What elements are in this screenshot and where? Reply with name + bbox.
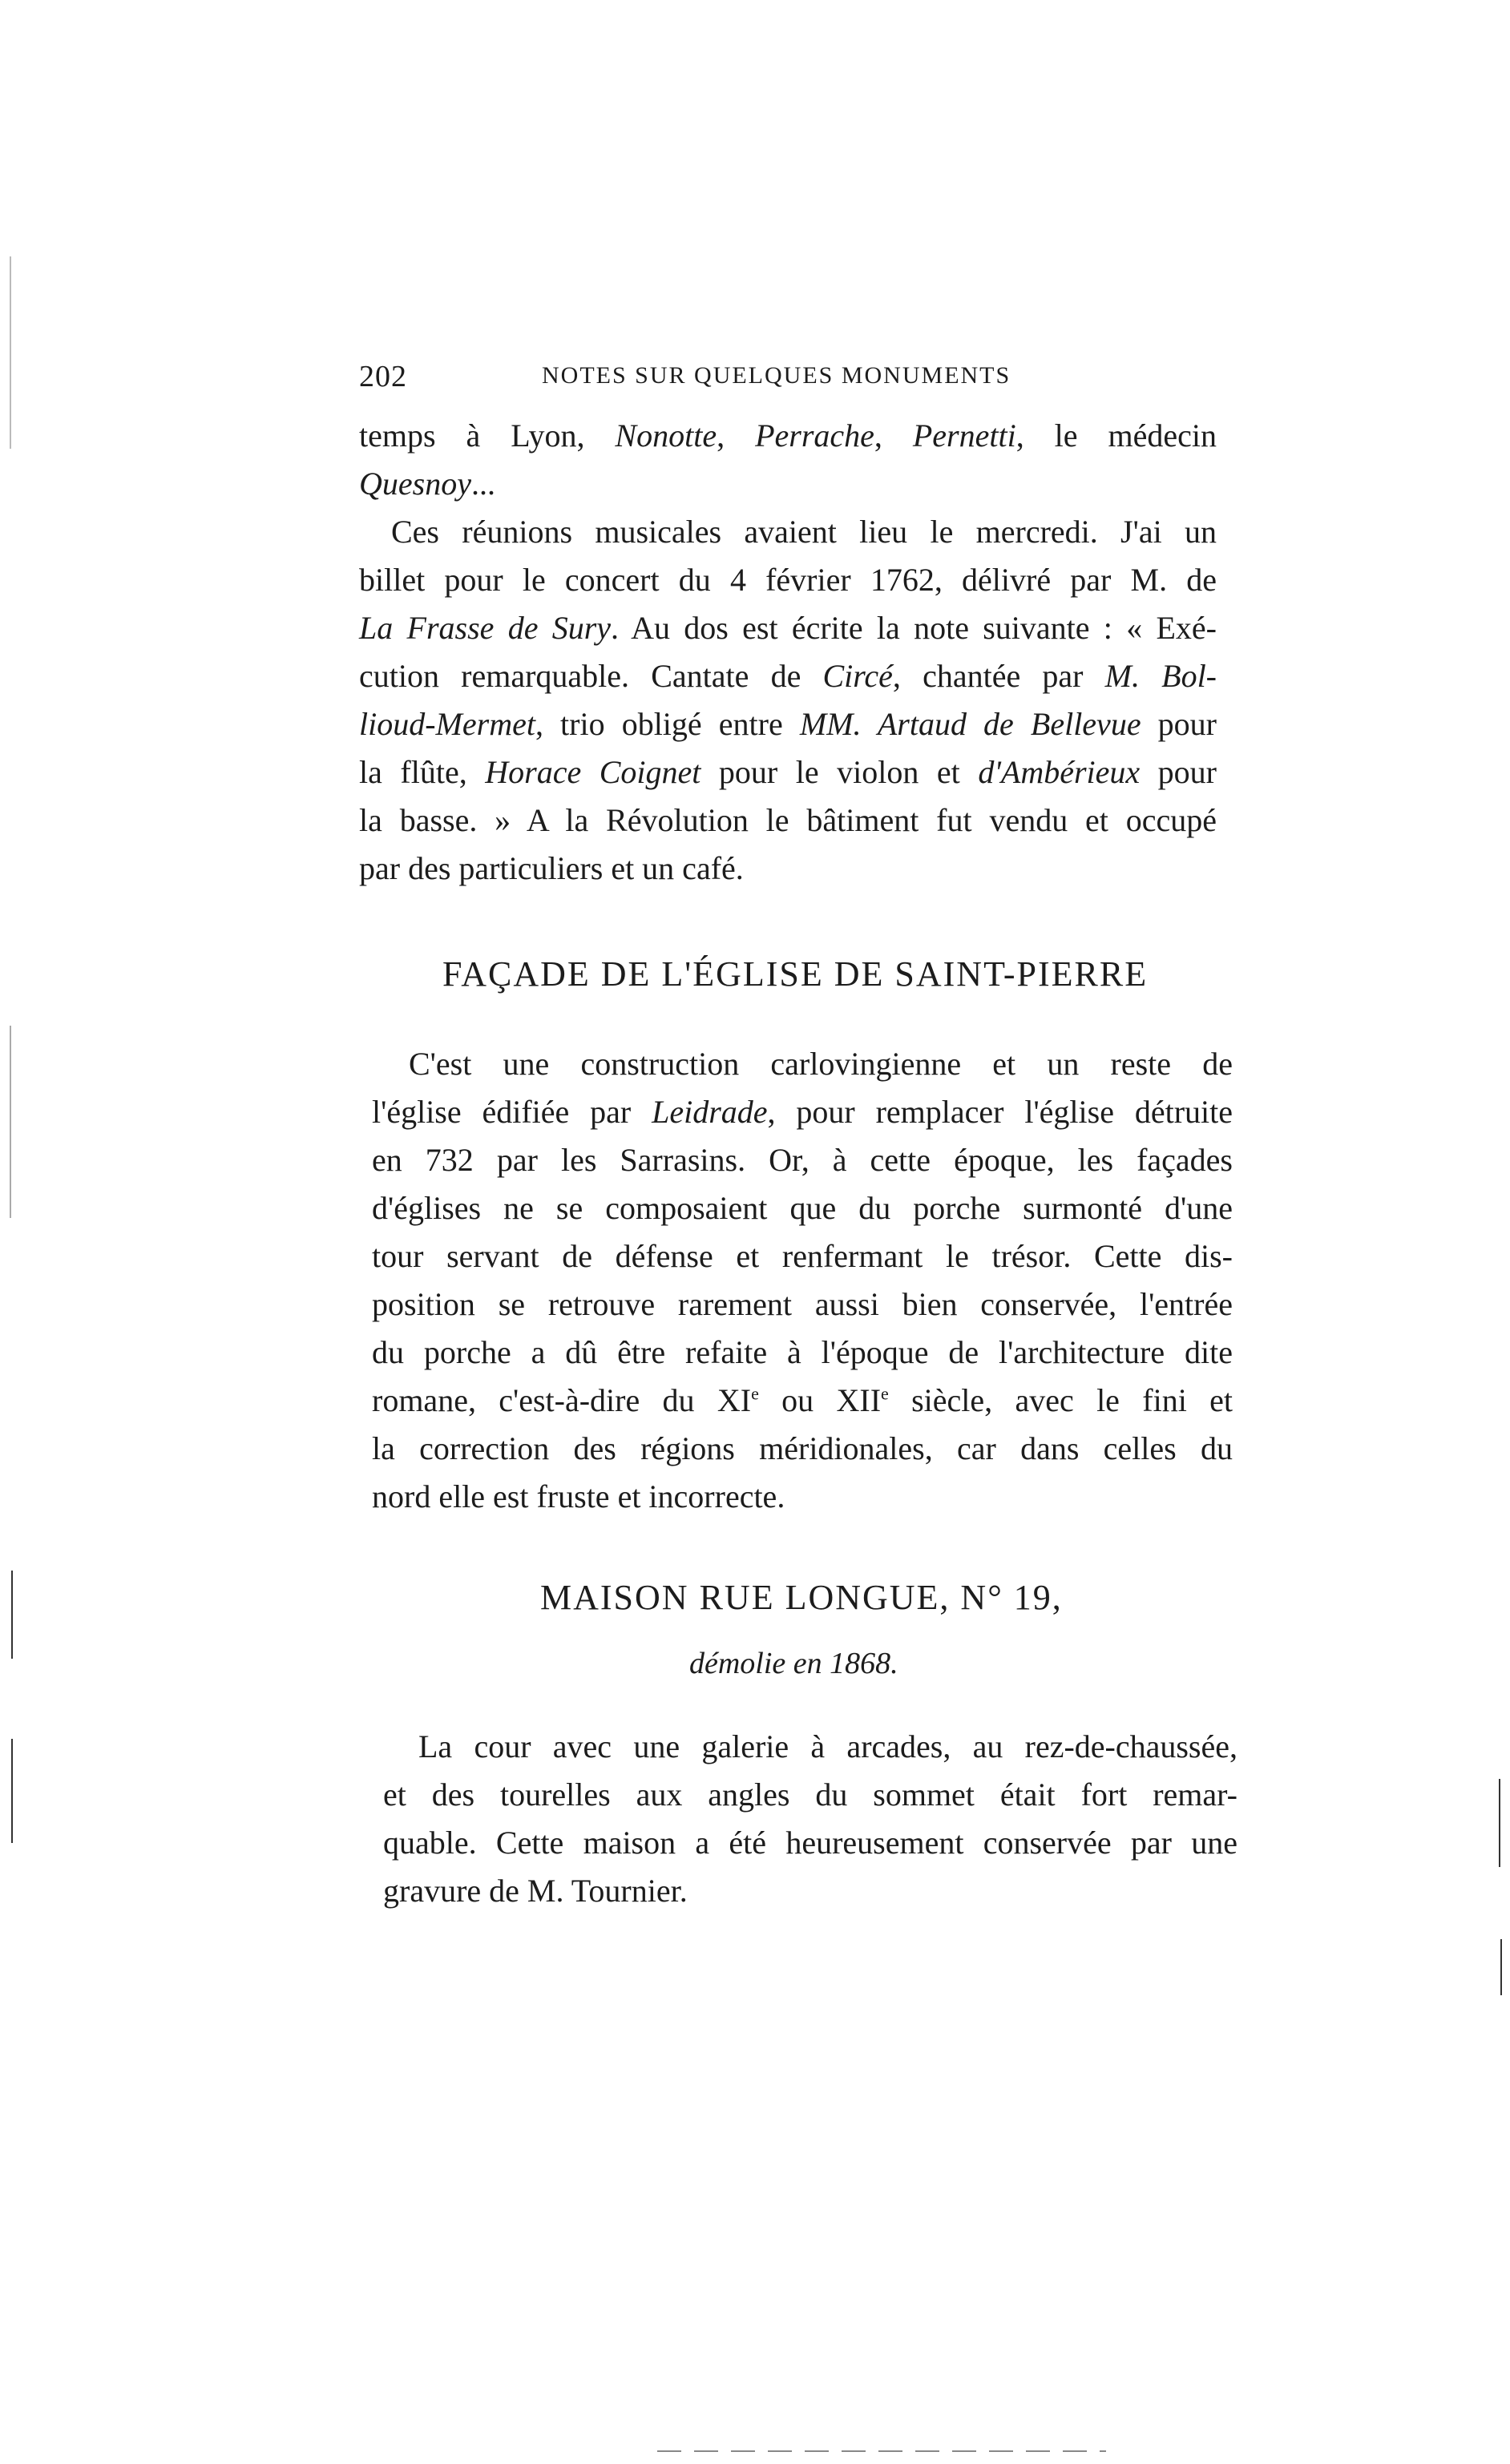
scan-edge-mark: [10, 1026, 11, 1218]
text-line: tour servant de défense et renfermant le trésor. Cette dis-: [372, 1238, 1233, 1274]
text-line: temps à Lyon, Nonotte, Perrache, Pernetti, le médecin: [359, 417, 1217, 454]
section-title-maison: MAISON RUE LONGUE, N° 19,: [540, 1578, 1063, 1617]
text-line: du porche a dû être refaite à l'époque de l'architecture dite: [372, 1334, 1233, 1370]
maison-paragraph: [383, 1723, 1237, 1915]
text-line: Quesnoy...: [359, 466, 495, 502]
page-number: 202: [359, 360, 407, 393]
text-line: l'église édifiée par Leidrade, pour remplacer l'église détruite: [372, 1094, 1233, 1130]
text-line: la correction des régions méridionales, car dans celles du: [372, 1430, 1233, 1466]
text-line: romane, c'est-à-dire du XIe ou XIIe siècle, avec le fini et: [372, 1382, 1233, 1418]
text-line: La cour avec une galerie à arcades, au rez-de-chaussée,: [418, 1728, 1237, 1764]
running-header: [359, 359, 1032, 399]
text-line: cution remarquable. Cantate de Circé, chantée par M. Bol-: [359, 658, 1217, 694]
text-line: la flûte, Horace Coignet pour le violon et d'Ambérieux pour: [359, 754, 1217, 790]
running-title: NOTES SUR QUELQUES MONUMENTS: [542, 362, 1011, 389]
text-line: la basse. » A la Révolution le bâtiment fut vendu et occupé: [359, 802, 1217, 838]
intro-paragraph: [359, 412, 1217, 893]
text-line: et des tourelles aux angles du sommet était fort remar-: [383, 1776, 1237, 1813]
section-title-facade: FAÇADE DE L'ÉGLISE DE SAINT-PIERRE: [442, 954, 1149, 994]
scan-edge-mark: [10, 256, 11, 449]
section-subtitle-maison: démolie en 1868.: [689, 1647, 898, 1680]
text-line: C'est une construction carlovingienne et un reste de: [409, 1046, 1233, 1082]
text-line: en 732 par les Sarrasins. Or, à cette époque, les façades: [372, 1142, 1233, 1178]
scan-edge-mark: [1499, 1779, 1500, 1867]
scan-bottom-rule: [657, 2450, 1106, 2452]
facade-paragraph: [372, 1040, 1233, 1521]
text-line: nord elle est fruste et incorrecte.: [372, 1478, 785, 1514]
text-line: gravure de M. Tournier.: [383, 1873, 688, 1909]
text-line: par des particuliers et un café.: [359, 850, 744, 886]
text-line: d'églises ne se composaient que du porche surmonté d'une: [372, 1190, 1233, 1226]
text-line: position se retrouve rarement aussi bien conservée, l'entrée: [372, 1286, 1233, 1322]
scan-edge-mark: [11, 1571, 13, 1659]
scan-edge-mark: [1500, 1939, 1502, 1995]
text-line: La Frasse de Sury. Au dos est écrite la note suivante : « Exé-: [359, 610, 1217, 646]
text-line: Ces réunions musicales avaient lieu le mercredi. J'ai un: [391, 514, 1217, 550]
text-line: quable. Cette maison a été heureusement conservée par une: [383, 1825, 1237, 1861]
scan-edge-mark: [11, 1739, 13, 1843]
text-line: billet pour le concert du 4 février 1762, délivré par M. de: [359, 562, 1217, 598]
text-line: lioud-Mermet, trio obligé entre MM. Artaud de Bellevue pour: [359, 706, 1217, 742]
